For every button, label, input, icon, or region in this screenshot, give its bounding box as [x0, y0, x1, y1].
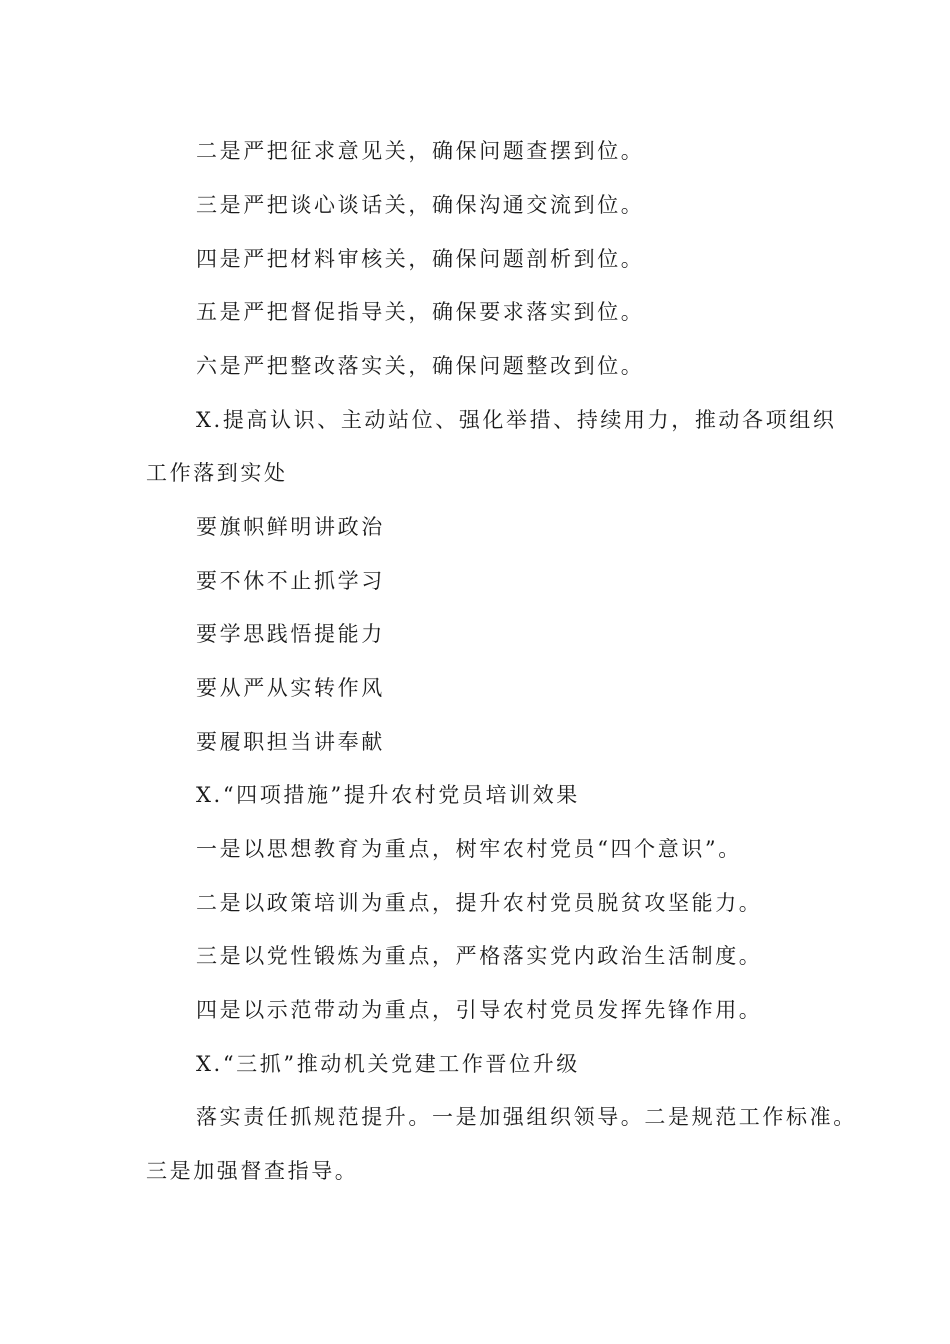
paragraph-line-13: 三是以党性锻炼为重点，严格落实党内政治生活制度。	[196, 944, 763, 968]
paragraph-line-11: 一是以思想教育为重点，树牢农村党员“四个意识”。	[196, 837, 742, 861]
paragraph-line-6: 要旗帜鲜明讲政治	[196, 515, 385, 539]
paragraph-line-5: 六是严把整改落实关，确保问题整改到位。	[196, 354, 645, 378]
section-heading-2: X.“四项措施”提升农村党员培训效果	[196, 783, 580, 807]
paragraph-line-4: 五是严把督促指导关，确保要求落实到位。	[196, 300, 645, 324]
section-heading-1: X.提高认识、主动站位、强化举措、持续用力，推动各项组织	[196, 408, 837, 432]
paragraph-line-10: 要履职担当讲奉献	[196, 730, 385, 754]
paragraph-line-9: 要从严从实转作风	[196, 676, 385, 700]
paragraph-line-15: 落实责任抓规范提升。一是加强组织领导。二是规范工作标准。	[196, 1105, 857, 1129]
paragraph-line-8: 要学思践悟提能力	[196, 622, 385, 646]
section-heading-1-continued: 工作落到实处	[146, 461, 288, 485]
paragraph-line-7: 要不休不止抓学习	[196, 569, 385, 593]
paragraph-line-12: 二是以政策培训为重点，提升农村党员脱贫攻坚能力。	[196, 891, 763, 915]
section-heading-3: X.“三抓”推动机关党建工作晋位升级	[196, 1052, 580, 1076]
paragraph-line-1: 二是严把征求意见关，确保问题查摆到位。	[196, 139, 645, 163]
paragraph-line-14: 四是以示范带动为重点，引导农村党员发挥先锋作用。	[196, 998, 763, 1022]
paragraph-line-15-continued: 三是加强督查指导。	[146, 1159, 359, 1183]
paragraph-line-3: 四是严把材料审核关，确保问题剖析到位。	[196, 247, 645, 271]
paragraph-line-2: 三是严把谈心谈话关，确保沟通交流到位。	[196, 193, 645, 217]
